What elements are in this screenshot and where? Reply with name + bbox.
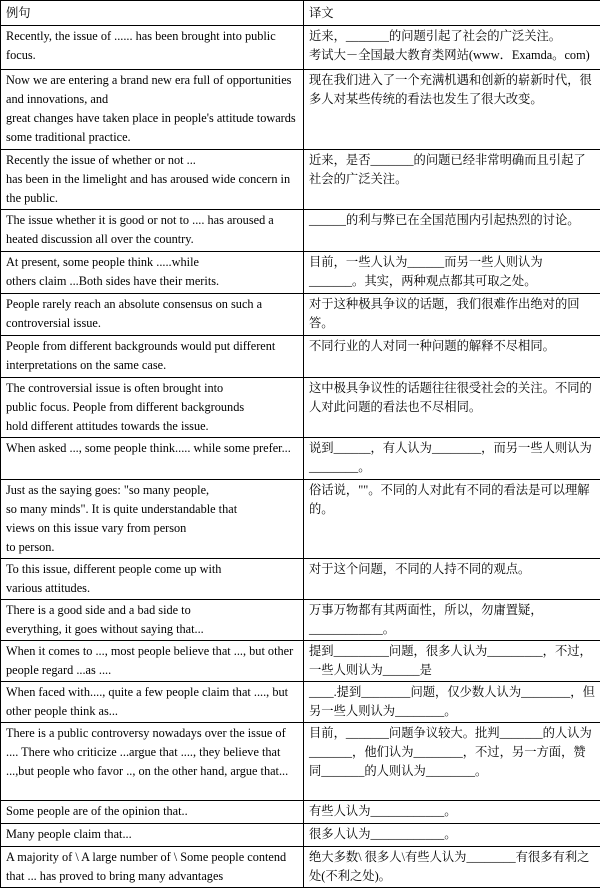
- table-row: [1, 723, 600, 801]
- translation-cell: 对于这个问题，不同的人持不同的观点。: [304, 559, 600, 600]
- example-cell: When it comes to ..., most people believe that ..., but other people regard ...as ....: [1, 641, 304, 682]
- table-row: [1, 438, 600, 480]
- example-cell: There is a public controversy nowadays over the issue of .... There who criticize ...argue that ...., they believe that ...,but people who favor .., on the other hand, argue that...: [1, 723, 304, 801]
- table-row: [1, 559, 600, 600]
- translation-cell: 目前，一些人认为______而另一些人则认为_______。其实，两种观点都其可取之处。: [304, 252, 600, 294]
- table-row: [1, 378, 600, 438]
- table-row: [1, 641, 600, 682]
- example-cell: At present, some people think .....while others claim ...Both sides have their merits.: [1, 252, 304, 294]
- example-cell: A majority of \ A large number of \ Some people contend that ... has proved to bring many advantages: [1, 847, 304, 888]
- translation-cell: 有些人认为____________。: [304, 801, 600, 824]
- translation-cell: 目前，_______问题争议较大。批判_______的人认为_______，他们认为________，不过，另一方面，赞同_______的人则认为________。: [304, 723, 600, 801]
- example-cell: The issue whether it is good or not to .... has aroused a heated discussion all over the country.: [1, 210, 304, 252]
- translation-cell: 不同行业的人对同一种问题的解释不尽相同。: [304, 336, 600, 378]
- example-cell: The controversial issue is often brought into public focus. People from different backgrounds hold different attitudes towards the issue.: [1, 378, 304, 438]
- translation-cell: 万事万物都有其两面性，所以，勿庸置疑，____________。: [304, 600, 600, 641]
- example-cell: People rarely reach an absolute consensus on such a controversial issue.: [1, 294, 304, 336]
- example-cell: To this issue, different people come up with various attitudes.: [1, 559, 304, 600]
- translation-cell: 很多人认为____________。: [304, 824, 600, 847]
- table-row: [1, 26, 600, 70]
- table-header: [1, 1, 600, 26]
- example-cell: Now we are entering a brand new era full of opportunities and innovations, and great changes have taken place in people's attitude towards some traditional practice.: [1, 70, 304, 150]
- translation-cell: 对于这种极具争议的话题，我们很难作出绝对的回答。: [304, 294, 600, 336]
- header-translation: 译文: [304, 1, 600, 26]
- example-cell: People from different backgrounds would put different interpretations on the same case.: [1, 336, 304, 378]
- table-row: [1, 600, 600, 641]
- table-row: [1, 210, 600, 252]
- translation-cell: ____.提到________问题，仅少数人认为________，但另一些人则认为________。: [304, 682, 600, 723]
- table-row: [1, 824, 600, 847]
- translation-cell: ______的利与弊已在全国范围内引起热烈的讨论。: [304, 210, 600, 252]
- table-row: [1, 294, 600, 336]
- header-row: [1, 1, 600, 26]
- table-row: [1, 336, 600, 378]
- table-row: [1, 847, 600, 888]
- example-cell: There is a good side and a bad side to everything, it goes without saying that...: [1, 600, 304, 641]
- table-row: [1, 70, 600, 150]
- example-cell: Just as the saying goes: "so many people, so many minds". It is quite understandable that views on this issue vary from person to person.: [1, 480, 304, 559]
- table-row: [1, 682, 600, 723]
- example-cell: Recently, the issue of ...... has been brought into public focus.: [1, 26, 304, 70]
- example-cell: Recently the issue of whether or not ... has been in the limelight and has aroused wide concern in the public.: [1, 150, 304, 210]
- table-row: [1, 480, 600, 559]
- example-cell: Some people are of the opinion that..: [1, 801, 304, 824]
- translation-cell: 绝大多数\ 很多人\有些人认为________有很多有利之处(不利之处)。: [304, 847, 600, 888]
- table-row: [1, 252, 600, 294]
- example-cell: When faced with...., quite a few people claim that ...., but other people think as...: [1, 682, 304, 723]
- example-cell: Many people claim that...: [1, 824, 304, 847]
- table-row: [1, 150, 600, 210]
- table-row: [1, 801, 600, 824]
- translation-cell: 这中极具争议性的话题往往很受社会的关注。不同的人对此问题的看法也不尽相同。: [304, 378, 600, 438]
- translation-cell: 现在我们进入了一个充满机遇和创新的崭新时代，很多人对某些传统的看法也发生了很大改变。: [304, 70, 600, 150]
- example-cell: When asked ..., some people think..... while some prefer...: [1, 438, 304, 480]
- translation-cell: 近来，_______的问题引起了社会的广泛关注。 考试大－全国最大教育类网站(www．Examda。com): [304, 26, 600, 70]
- translation-cell: 提到_________问题，很多人认为_________，不过，一些人则认为______是: [304, 641, 600, 682]
- translation-cell: 俗话说，""。不同的人对此有不同的看法是可以理解的。: [304, 480, 600, 559]
- translation-cell: 说到______，有人认为________，而另一些人则认为________。: [304, 438, 600, 480]
- header-example: 例句: [1, 1, 304, 26]
- table-body: [1, 26, 600, 888]
- translation-cell: 近来，是否_______的问题已经非常明确而且引起了社会的广泛关注。: [304, 150, 600, 210]
